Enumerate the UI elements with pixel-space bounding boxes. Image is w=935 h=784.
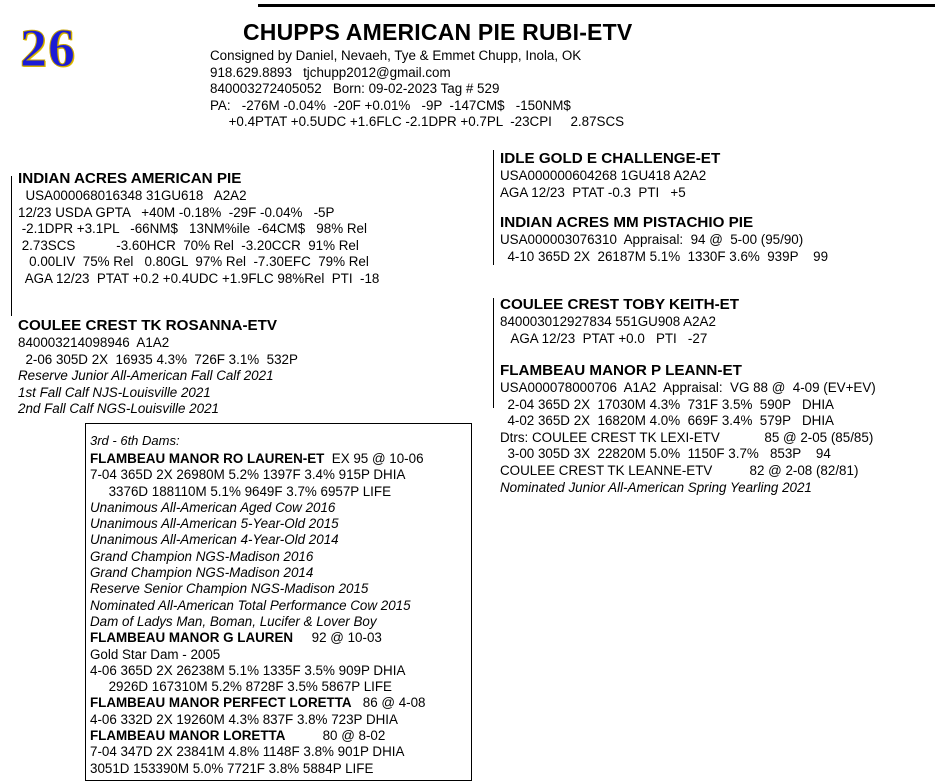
third-dam-name: FLAMBEAU MANOR RO LAUREN-ET [90,451,325,466]
top-rule [258,4,935,7]
fourth-dam-name: FLAMBEAU MANOR G LAUREN [90,630,294,646]
sire-line: 2.73SCS -3.60HCR 70% Rel -3.20CCR 91% Rel [18,237,359,253]
dam-name: COULEE CREST TK ROSANNA-ETV [18,317,278,334]
third-dam-award: Unanimous All-American 4-Year-Old 2014 [90,532,339,548]
sire-sire-block [500,150,720,201]
sire-dam-name: INDIAN ACRES MM PISTACHIO PIE [500,214,754,231]
dam-sire-line: 840003012927834 551GU908 A2A2 [500,314,716,329]
dam-dam-line: 2-04 365D 2X 17030M 4.3% 731F 3.5% 590P DHIA [500,396,834,412]
third-dam-award: Unanimous All-American Aged Cow 2016 [90,499,336,515]
third-dam-score: EX 95 @ 10-06 [324,451,424,466]
sire-line: USA000068016348 31GU618 A2A2 [18,188,247,203]
animal-title: CHUPPS AMERICAN PIE RUBI-ETV [243,19,633,45]
third-dam-award: Nominated All-American Total Performance Cow 2015 [90,597,411,613]
sixth-dam-name-row [90,728,426,744]
contact-line: 918.629.8893 tjchupp2012@gmail.com [210,64,451,80]
fifth-dam-line: 4-06 332D 2X 19260M 4.3% 837F 3.8% 723P DHIA [90,711,398,727]
pa-line-2: +0.4PTAT +0.5UDC +1.6FLC -2.1DPR +0.7PL -23CPI 2.87SCS [210,114,625,130]
fourth-dam-line: 2926D 167310M 5.2% 8728F 3.5% 5867P LIFE [90,679,392,695]
third-dam-award: Grand Champion NGS-Madison 2014 [90,565,314,581]
sire-dam-line: 4-10 365D 2X 26187M 5.1% 1330F 3.6% 939P 99 [500,248,829,264]
sire-block [18,170,379,288]
third-dam-line: 3376D 188110M 5.1% 9649F 3.7% 6957P LIFE [90,483,391,499]
sixth-dam-line: 7-04 347D 2X 23841M 4.8% 1148F 3.8% 901P DHIA [90,744,405,760]
dams-box [85,423,472,781]
pa-line-1: PA: -276M -0.04% -20F +0.01% -9P -147CM$ -150NM$ [210,97,571,113]
fifth-dam-name-row [90,695,426,711]
sire-sire-line: AGA 12/23 PTAT -0.3 PTI +5 [500,184,686,200]
sire-line: -2.1DPR +3.1PL -66NM$ 13NM%ile -64CM$ 98% Rel [18,221,367,237]
dam-dam-award: Nominated Junior All-American Spring Yearling 2021 [500,479,812,495]
third-dam-award: Dam of Ladys Man, Boman, Lucifer & Lover Boy [90,613,377,629]
sire-line: 12/23 USDA GPTA +40M -0.18% -29F -0.04% -5P [18,204,335,220]
dam-dam-line: Dtrs: COULEE CREST TK LEXI-ETV 85 @ 2-05 (85/85) [500,429,874,445]
sire-side-bracket-line [493,150,494,265]
sixth-dam-line: 3051D 153390M 5.0% 7721F 3.8% 5884P LIFE [90,760,374,776]
sixth-dam-name: FLAMBEAU MANOR LORETTA [90,728,286,744]
dam-award: 1st Fall Calf NJS-Louisville 2021 [18,384,211,400]
dam-block [18,317,298,418]
consignor-line: Consigned by Daniel, Nevaeh, Tye & Emmet Chupp, Inola, OK [210,48,582,63]
dam-dam-line: 3-00 305D 3X 22820M 5.0% 1150F 3.7% 853P 94 [500,446,831,462]
dam-sire-name: COULEE CREST TOBY KEITH-ET [500,296,740,313]
fifth-dam-score: 86 @ 4-08 [351,695,426,711]
fourth-dam-line: 4-06 365D 2X 26238M 5.1% 1335F 3.5% 909P DHIA [90,662,406,678]
dam-dam-line: COULEE CREST TK LEANNE-ETV 82 @ 2-08 (82/81) [500,462,859,478]
sire-sire-name: IDLE GOLD E CHALLENGE-ET [500,150,721,167]
third-dam-award: Grand Champion NGS-Madison 2016 [90,548,314,564]
sire-line: 0.00LIV 75% Rel 0.80GL 97% Rel -7.30EFC 79% Rel [18,254,369,270]
dams-box-content [90,433,426,777]
fourth-dam-name-row [90,630,426,646]
sire-dam-block [500,214,828,265]
dam-sire-line: AGA 12/23 PTAT +0.0 PTI -27 [500,330,708,346]
sire-name: INDIAN ACRES AMERICAN PIE [18,170,242,187]
third-dam-name-row [90,451,426,467]
dam-dam-block [500,362,876,496]
dams-box-heading: 3rd - 6th Dams: [90,433,180,448]
lot-number: 26 [20,18,76,78]
dam-line: 840003214098946 A1A2 [18,335,170,350]
sixth-dam-score: 80 @ 8-02 [285,728,386,744]
third-dam-line: 7-04 365D 2X 26980M 5.2% 1397F 3.4% 915P DHIA [90,467,406,483]
id-born-line: 840003272405052 Born: 09-02-2023 Tag # 529 [210,81,500,97]
dam-award: 2nd Fall Calf NGS-Louisville 2021 [18,401,219,417]
dam-dam-line: 4-02 365D 2X 16820M 4.0% 669F 3.4% 579P DHIA [500,413,834,429]
sire-sire-line: USA000000604268 1GU418 A2A2 [500,168,707,183]
dam-dam-line: USA000078000706 A1A2 Appraisal: VG 88 @ 4-09 (EV+EV) [500,380,876,395]
third-dam-award: Unanimous All-American 5-Year-Old 2015 [90,516,339,532]
third-dam-award: Reserve Senior Champion NGS-Madison 2015 [90,581,369,597]
fourth-dam-line: Gold Star Dam - 2005 [90,646,221,662]
sire-dam-line: USA000003076310 Appraisal: 94 @ 5-00 (95/90) [500,232,804,247]
dam-dam-name: FLAMBEAU MANOR P LEANN-ET [500,362,742,379]
dam-side-bracket-line [493,298,494,408]
dam-sire-block [500,296,739,347]
fourth-dam-score: 92 @ 10-03 [293,630,382,646]
header-block [210,48,624,131]
sire-line: AGA 12/23 PTAT +0.2 +0.4UDC +1.9FLC 98%Rel PTI -18 [18,270,380,286]
fifth-dam-name: FLAMBEAU MANOR PERFECT LORETTA [90,695,352,711]
dam-line: 2-06 305D 2X 16935 4.3% 726F 3.1% 532P [18,351,298,367]
sire-bracket-line [11,176,12,316]
dam-award: Reserve Junior All-American Fall Calf 2021 [18,368,274,384]
